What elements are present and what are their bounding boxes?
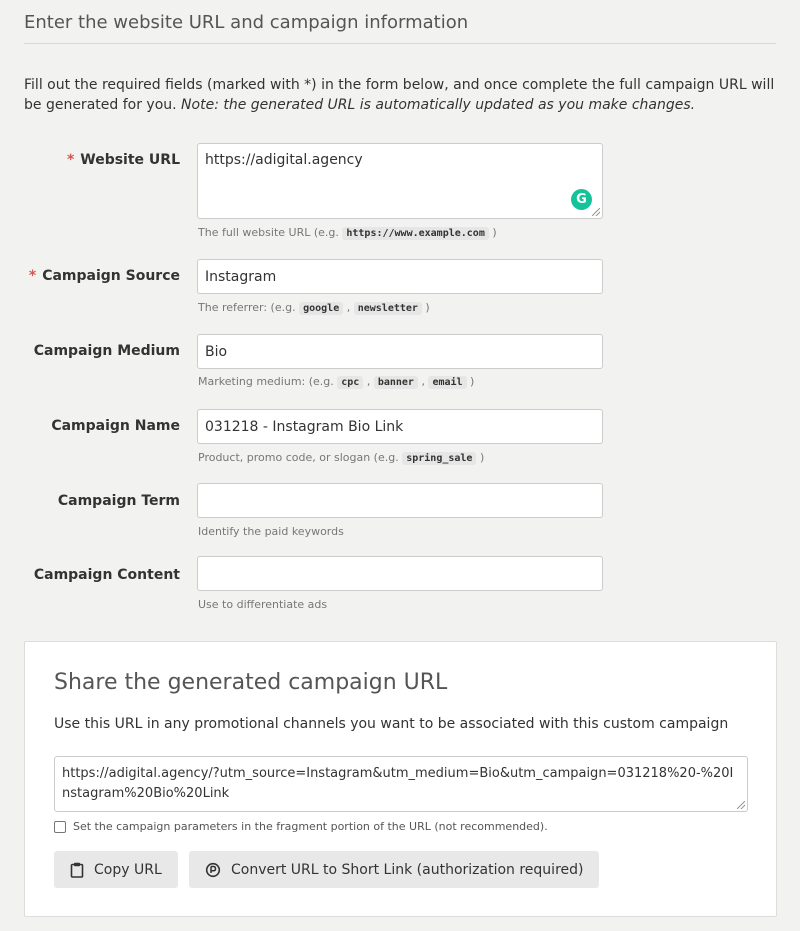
campaign-source-input[interactable]: Instagram — [197, 259, 603, 294]
fragment-option[interactable] — [54, 820, 548, 833]
share-description: Use this URL in any promotional channels you want to be associated with this custom campaign — [54, 716, 729, 732]
campaign-name-input[interactable]: 031218 - Instagram Bio Link — [197, 409, 603, 444]
intro-text: Fill out the required fields (marked with *) in the form below, and once complete the full campaign URL will be generated for you. Note: the generated URL is automatically updated as you make changes. — [24, 77, 775, 113]
campaign-term-help: Identify the paid keywords — [198, 525, 344, 538]
campaign-name-help: Product, promo code, or slogan (e.g. spring_sale ) — [198, 451, 485, 464]
campaign-medium-input[interactable]: Bio — [197, 334, 603, 369]
intro-note: Note: the generated URL is automatically updated as you make changes. — [181, 97, 696, 113]
campaign-name-label: Campaign Name — [51, 418, 180, 434]
share-panel — [24, 641, 777, 917]
campaign-medium-label: Campaign Medium — [33, 343, 180, 359]
fragment-checkbox-label: Set the campaign parameters in the fragment portion of the URL (not recommended). — [73, 820, 548, 833]
website-url-input[interactable]: https://adigital.agency G — [197, 143, 603, 219]
campaign-content-label: Campaign Content — [33, 567, 180, 583]
grammarly-icon[interactable]: G — [571, 189, 592, 210]
fragment-checkbox[interactable] — [54, 821, 66, 833]
campaign-term-input[interactable] — [197, 483, 603, 518]
resize-handle[interactable] — [592, 208, 600, 216]
copy-url-button[interactable]: Copy URL — [54, 851, 178, 888]
campaign-term-label: Campaign Term — [57, 493, 180, 509]
campaign-source-help: The referrer: (e.g. google , newsletter ) — [198, 301, 430, 314]
link-icon — [205, 862, 221, 878]
share-title: Share the generated campaign URL — [54, 670, 448, 695]
campaign-content-help: Use to differentiate ads — [198, 598, 328, 611]
resize-handle[interactable] — [737, 801, 745, 809]
website-url-help: The full website URL (e.g. https://www.example.com ) — [198, 226, 497, 239]
campaign-medium-help: Marketing medium: (e.g. cpc , banner , email ) — [198, 375, 475, 388]
campaign-content-input[interactable] — [197, 556, 603, 591]
campaign-source-label: * Campaign Source — [28, 268, 180, 284]
page-title: Enter the website URL and campaign information — [24, 12, 776, 44]
website-url-label: * Website URL — [66, 152, 180, 168]
clipboard-icon — [70, 862, 84, 878]
short-link-button[interactable]: Convert URL to Short Link (authorization required) — [189, 851, 599, 888]
generated-url-textarea[interactable]: https://adigital.agency/?utm_source=Instagram&utm_medium=Bio&utm_campaign=031218%20-%20Instagram%20Bio%20Link — [54, 756, 748, 812]
